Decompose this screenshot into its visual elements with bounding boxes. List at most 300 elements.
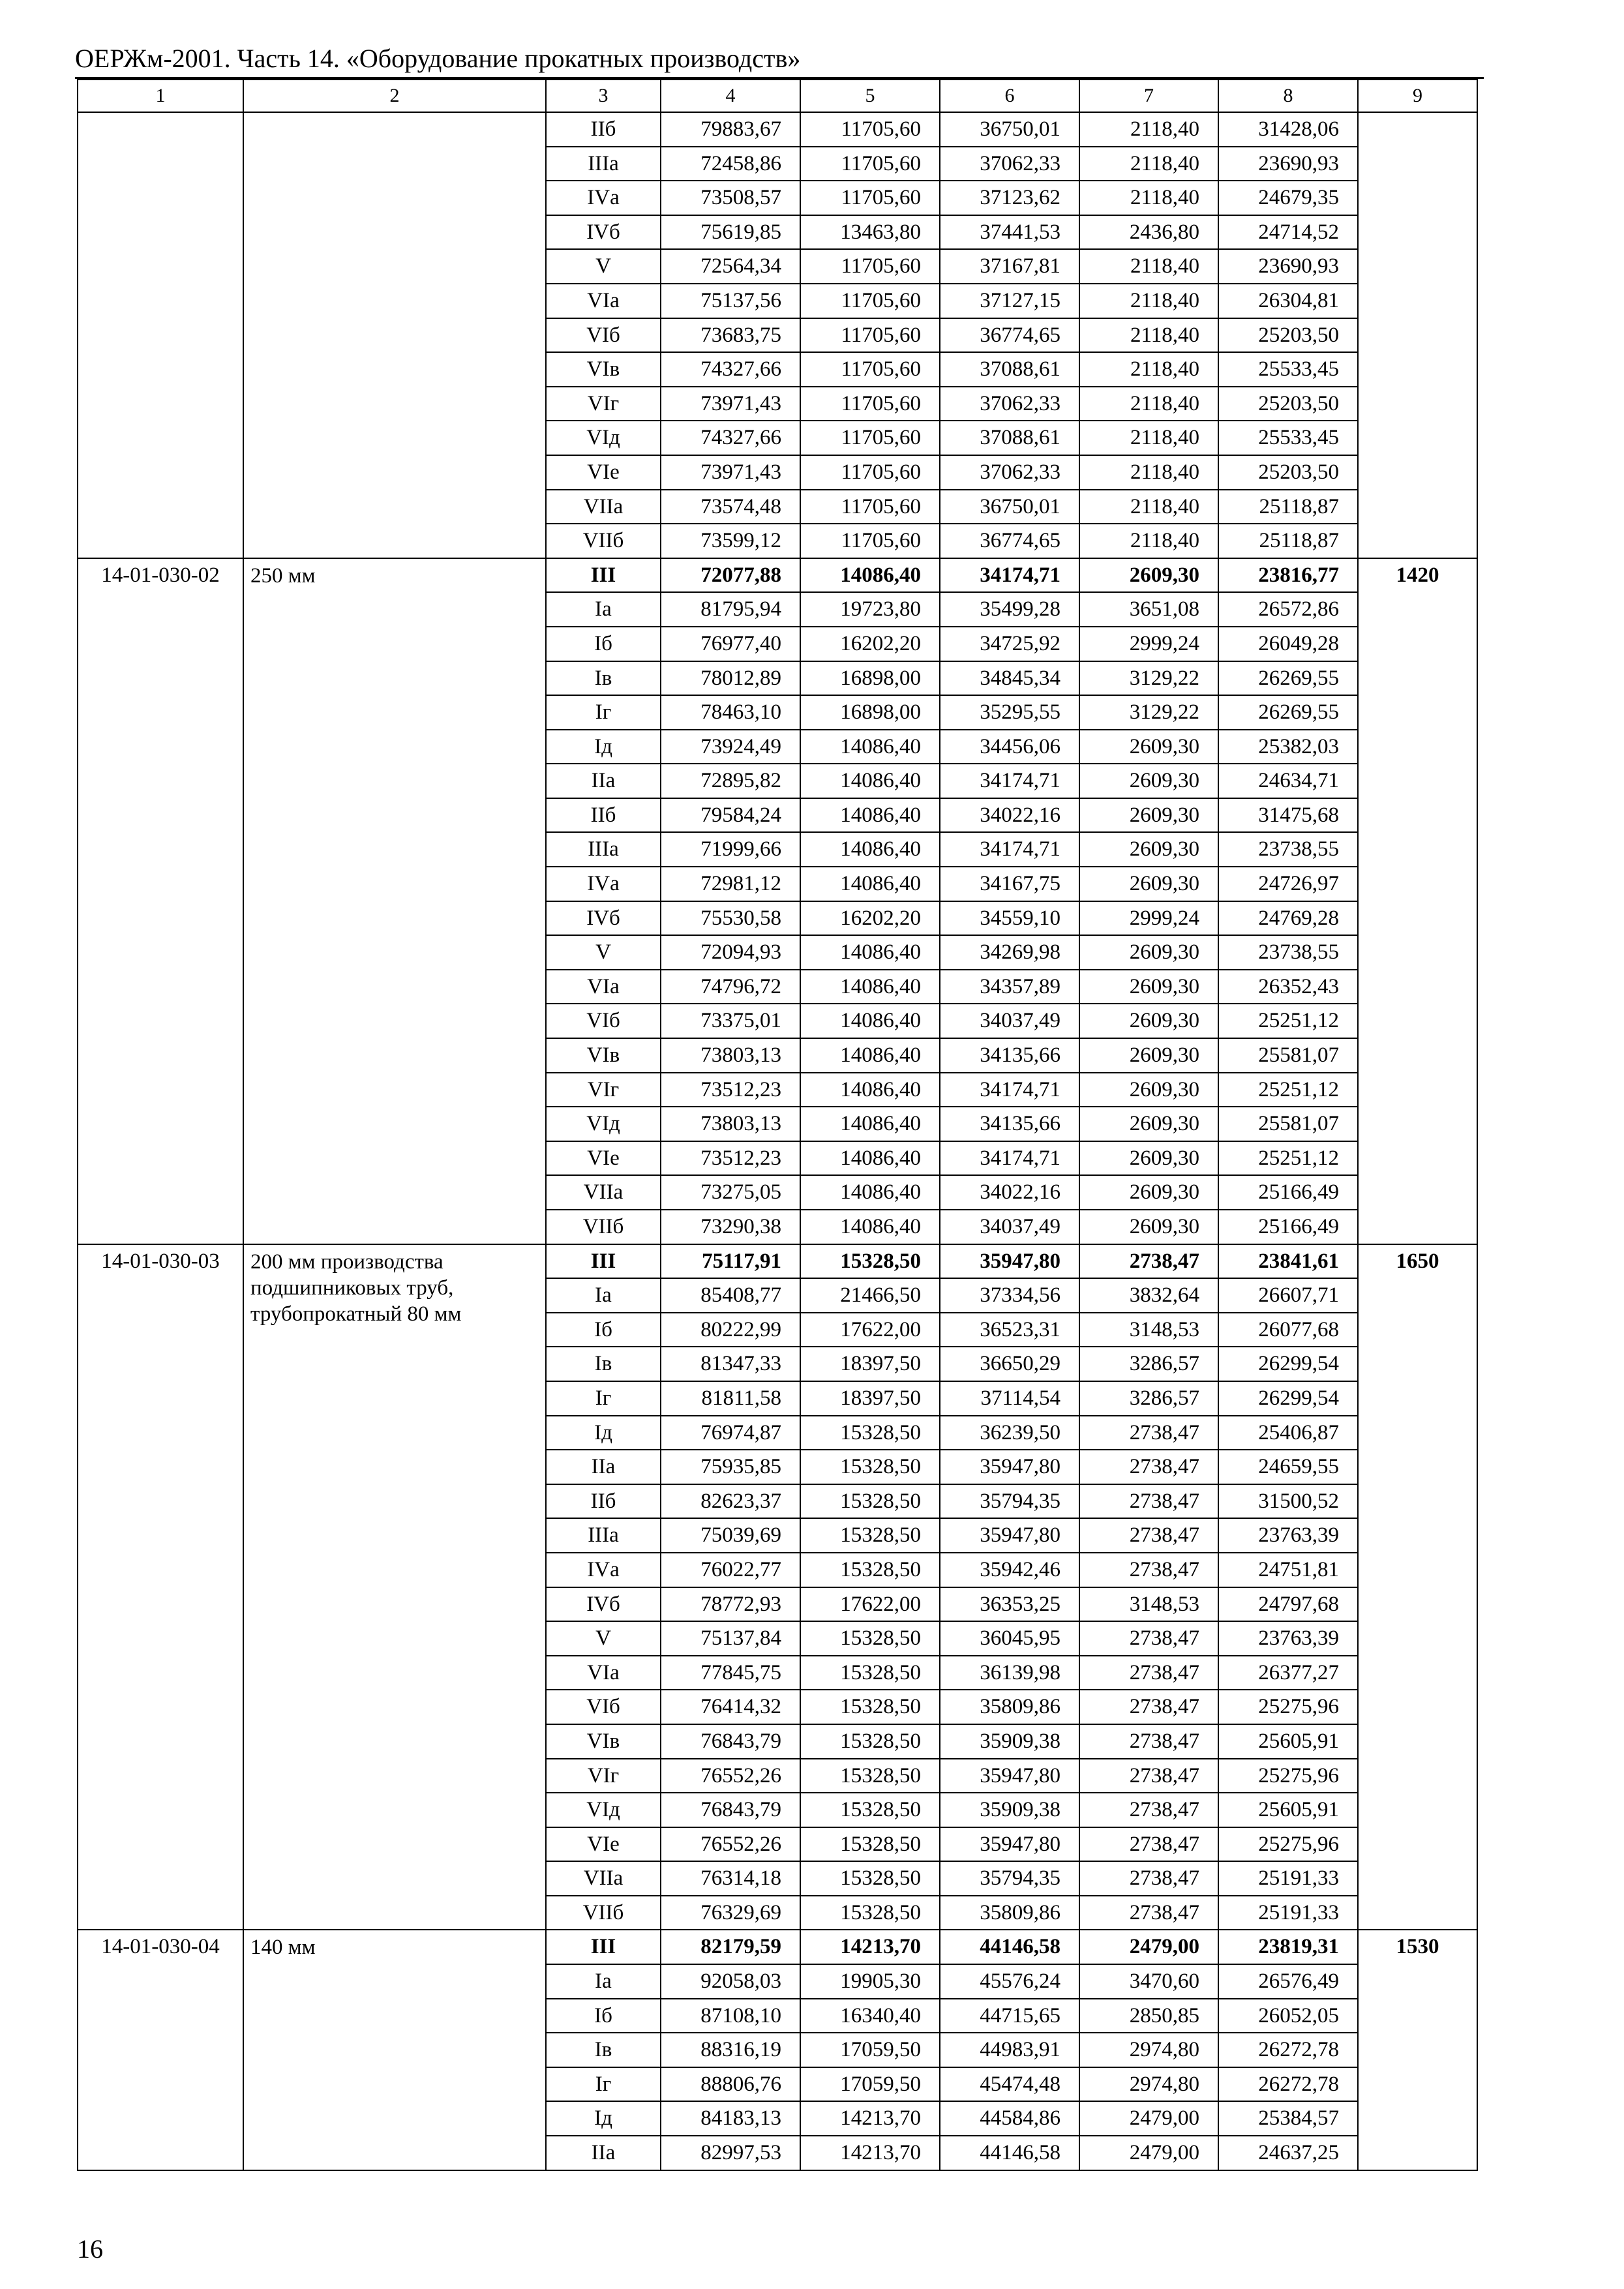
value-cell: 2738,47 [1079, 1244, 1218, 1279]
value-cell: 2118,40 [1079, 147, 1218, 181]
table-body [78, 80, 1477, 2170]
value-cell: 75137,84 [661, 1621, 800, 1656]
value-cell: 88316,19 [661, 2033, 800, 2067]
column-header: 9 [1358, 80, 1477, 112]
value-cell: 2609,30 [1079, 764, 1218, 798]
value-cell: 31428,06 [1218, 112, 1358, 147]
value-cell: 3129,22 [1079, 661, 1218, 696]
value-cell: 2609,30 [1079, 1175, 1218, 1210]
value-cell: 15328,50 [800, 1621, 940, 1656]
value-cell: 34022,16 [940, 1175, 1079, 1210]
item-code-cell: 14-01-030-03 [78, 1244, 243, 1930]
value-cell: 26377,27 [1218, 1656, 1358, 1690]
value-cell: 15328,50 [800, 1759, 940, 1793]
value-cell: 76329,69 [661, 1896, 800, 1930]
zone-cell: Iд [546, 730, 661, 764]
value-cell: 34174,71 [940, 1073, 1079, 1107]
value-cell: 75530,58 [661, 901, 800, 936]
value-cell: 23841,61 [1218, 1244, 1358, 1279]
value-cell: 79584,24 [661, 798, 800, 833]
zone-cell: VIа [546, 970, 661, 1004]
value-cell: 2118,40 [1079, 181, 1218, 215]
table-row [78, 112, 1477, 147]
zone-cell: VIд [546, 1107, 661, 1141]
zone-cell: VIд [546, 1793, 661, 1827]
value-cell: 75039,69 [661, 1518, 800, 1553]
value-cell: 84183,13 [661, 2101, 800, 2136]
value-cell: 2738,47 [1079, 1861, 1218, 1896]
zone-cell: VIе [546, 455, 661, 490]
value-cell: 45576,24 [940, 1964, 1079, 1999]
value-cell: 2738,47 [1079, 1553, 1218, 1587]
value-cell: 73375,01 [661, 1004, 800, 1038]
value-cell: 73971,43 [661, 455, 800, 490]
value-cell: 23819,31 [1218, 1930, 1358, 1964]
value-cell: 85408,77 [661, 1278, 800, 1313]
value-cell: 15328,50 [800, 1244, 940, 1279]
value-cell: 16898,00 [800, 661, 940, 696]
value-cell: 11705,60 [800, 284, 940, 318]
value-cell: 2118,40 [1079, 490, 1218, 524]
value-cell: 35947,80 [940, 1450, 1079, 1484]
zone-cell: Iв [546, 1347, 661, 1381]
value-cell: 44146,58 [940, 2136, 1079, 2170]
value-cell: 2609,30 [1079, 1141, 1218, 1176]
value-cell: 36523,31 [940, 1313, 1079, 1347]
value-cell: 14213,70 [800, 2101, 940, 2136]
value-cell: 76843,79 [661, 1793, 800, 1827]
value-cell: 11705,60 [800, 147, 940, 181]
value-cell: 34037,49 [940, 1210, 1079, 1244]
value-cell: 25251,12 [1218, 1004, 1358, 1038]
value-cell: 44983,91 [940, 2033, 1079, 2067]
value-cell: 25203,50 [1218, 318, 1358, 353]
value-cell: 73924,49 [661, 730, 800, 764]
col9-cell: 1420 [1358, 558, 1477, 1244]
value-cell: 36750,01 [940, 490, 1079, 524]
value-cell: 2738,47 [1079, 1518, 1218, 1553]
value-cell: 25191,33 [1218, 1861, 1358, 1896]
value-cell: 35499,28 [940, 592, 1079, 627]
value-cell: 76314,18 [661, 1861, 800, 1896]
value-cell: 75117,91 [661, 1244, 800, 1279]
value-cell: 11705,60 [800, 318, 940, 353]
value-cell: 2738,47 [1079, 1450, 1218, 1484]
value-cell: 2738,47 [1079, 1690, 1218, 1724]
value-cell: 25406,87 [1218, 1416, 1358, 1450]
value-cell: 75137,56 [661, 284, 800, 318]
value-cell: 14086,40 [800, 1038, 940, 1073]
value-cell: 80222,99 [661, 1313, 800, 1347]
value-cell: 23738,55 [1218, 832, 1358, 867]
value-cell: 25203,50 [1218, 455, 1358, 490]
value-cell: 2609,30 [1079, 1107, 1218, 1141]
zone-cell: IIIа [546, 832, 661, 867]
value-cell: 35794,35 [940, 1861, 1079, 1896]
value-cell: 2609,30 [1079, 730, 1218, 764]
zone-cell: VIа [546, 1656, 661, 1690]
value-cell: 14086,40 [800, 1141, 940, 1176]
value-cell: 11705,60 [800, 421, 940, 455]
value-cell: 34167,75 [940, 867, 1079, 901]
table-row [78, 558, 1477, 593]
value-cell: 37088,61 [940, 352, 1079, 387]
value-cell: 78012,89 [661, 661, 800, 696]
value-cell: 14086,40 [800, 1107, 940, 1141]
value-cell: 2118,40 [1079, 112, 1218, 147]
value-cell: 34357,89 [940, 970, 1079, 1004]
column-header: 4 [661, 80, 800, 112]
zone-cell: IVб [546, 1587, 661, 1622]
value-cell: 25605,91 [1218, 1724, 1358, 1759]
value-cell: 15328,50 [800, 1518, 940, 1553]
value-cell: 34174,71 [940, 764, 1079, 798]
value-cell: 25533,45 [1218, 352, 1358, 387]
value-cell: 14086,40 [800, 832, 940, 867]
value-cell: 36139,98 [940, 1656, 1079, 1690]
value-cell: 88806,76 [661, 2067, 800, 2102]
value-cell: 11705,60 [800, 112, 940, 147]
value-cell: 2738,47 [1079, 1827, 1218, 1862]
value-cell: 36045,95 [940, 1621, 1079, 1656]
value-cell: 37062,33 [940, 387, 1079, 421]
value-cell: 24637,25 [1218, 2136, 1358, 2170]
zone-cell: VIв [546, 1724, 661, 1759]
column-header: 1 [78, 80, 243, 112]
value-cell: 26299,54 [1218, 1347, 1358, 1381]
value-cell: 81795,94 [661, 592, 800, 627]
value-cell: 2974,80 [1079, 2067, 1218, 2102]
value-cell: 26572,86 [1218, 592, 1358, 627]
value-cell: 2974,80 [1079, 2033, 1218, 2067]
zone-cell: III [546, 558, 661, 593]
value-cell: 2738,47 [1079, 1724, 1218, 1759]
zone-cell: VIе [546, 1827, 661, 1862]
value-cell: 24797,68 [1218, 1587, 1358, 1622]
value-cell: 15328,50 [800, 1416, 940, 1450]
value-cell: 2118,40 [1079, 284, 1218, 318]
value-cell: 36353,25 [940, 1587, 1079, 1622]
value-cell: 2118,40 [1079, 249, 1218, 284]
value-cell: 37088,61 [940, 421, 1079, 455]
value-cell: 31475,68 [1218, 798, 1358, 833]
value-cell: 2738,47 [1079, 1621, 1218, 1656]
value-cell: 11705,60 [800, 490, 940, 524]
column-header: 6 [940, 80, 1079, 112]
value-cell: 37123,62 [940, 181, 1079, 215]
value-cell: 26272,78 [1218, 2067, 1358, 2102]
value-cell: 34135,66 [940, 1038, 1079, 1073]
col9-cell: 1650 [1358, 1244, 1477, 1930]
value-cell: 2609,30 [1079, 1210, 1218, 1244]
item-code-cell: 14-01-030-04 [78, 1930, 243, 2170]
value-cell: 73574,48 [661, 490, 800, 524]
value-cell: 26304,81 [1218, 284, 1358, 318]
value-cell: 25275,96 [1218, 1827, 1358, 1862]
value-cell: 3129,22 [1079, 695, 1218, 730]
value-cell: 3651,08 [1079, 592, 1218, 627]
value-cell: 2479,00 [1079, 1930, 1218, 1964]
value-cell: 76552,26 [661, 1759, 800, 1793]
zone-cell: IIб [546, 112, 661, 147]
value-cell: 44146,58 [940, 1930, 1079, 1964]
value-cell: 14086,40 [800, 1004, 940, 1038]
value-cell: 17622,00 [800, 1587, 940, 1622]
value-cell: 15328,50 [800, 1724, 940, 1759]
column-header: 3 [546, 80, 661, 112]
value-cell: 37062,33 [940, 147, 1079, 181]
table-row [78, 1244, 1477, 1279]
value-cell: 44715,65 [940, 1999, 1079, 2033]
value-cell: 14086,40 [800, 1073, 940, 1107]
value-cell: 2118,40 [1079, 524, 1218, 558]
value-cell: 2999,24 [1079, 901, 1218, 936]
value-cell: 2609,30 [1079, 867, 1218, 901]
value-cell: 25166,49 [1218, 1210, 1358, 1244]
zone-cell: IVб [546, 215, 661, 250]
value-cell: 23763,39 [1218, 1518, 1358, 1553]
value-cell: 26607,71 [1218, 1278, 1358, 1313]
value-cell: 74327,66 [661, 421, 800, 455]
value-cell: 2609,30 [1079, 558, 1218, 593]
value-cell: 35295,55 [940, 695, 1079, 730]
zone-cell: VIIб [546, 1210, 661, 1244]
value-cell: 15328,50 [800, 1827, 940, 1862]
value-cell: 34559,10 [940, 901, 1079, 936]
column-header: 7 [1079, 80, 1218, 112]
value-cell: 25118,87 [1218, 524, 1358, 558]
value-cell: 37127,15 [940, 284, 1079, 318]
value-cell: 25118,87 [1218, 490, 1358, 524]
zone-cell: Iб [546, 1313, 661, 1347]
value-cell: 14086,40 [800, 730, 940, 764]
value-cell: 37114,54 [940, 1381, 1079, 1416]
value-cell: 15328,50 [800, 1553, 940, 1587]
value-cell: 19905,30 [800, 1964, 940, 1999]
value-cell: 34174,71 [940, 558, 1079, 593]
value-cell: 24714,52 [1218, 215, 1358, 250]
value-cell: 2850,85 [1079, 1999, 1218, 2033]
value-cell: 16202,20 [800, 901, 940, 936]
value-cell: 2609,30 [1079, 798, 1218, 833]
zone-cell: III [546, 1244, 661, 1279]
value-cell: 71999,66 [661, 832, 800, 867]
value-cell: 2609,30 [1079, 1038, 1218, 1073]
value-cell: 2738,47 [1079, 1896, 1218, 1930]
value-cell: 2118,40 [1079, 318, 1218, 353]
value-cell: 18397,50 [800, 1381, 940, 1416]
value-cell: 77845,75 [661, 1656, 800, 1690]
value-cell: 14086,40 [800, 798, 940, 833]
price-table [77, 79, 1478, 2171]
value-cell: 87108,10 [661, 1999, 800, 2033]
value-cell: 15328,50 [800, 1450, 940, 1484]
value-cell: 35809,86 [940, 1690, 1079, 1724]
zone-cell: IIб [546, 1484, 661, 1519]
value-cell: 23763,39 [1218, 1621, 1358, 1656]
value-cell: 37167,81 [940, 249, 1079, 284]
value-cell: 11705,60 [800, 352, 940, 387]
value-cell: 72564,34 [661, 249, 800, 284]
value-cell: 35947,80 [940, 1827, 1079, 1862]
zone-cell: IVа [546, 1553, 661, 1587]
value-cell: 73803,13 [661, 1038, 800, 1073]
value-cell: 76977,40 [661, 627, 800, 661]
value-cell: 2738,47 [1079, 1656, 1218, 1690]
col9-cell: 1530 [1358, 1930, 1477, 2170]
value-cell: 76843,79 [661, 1724, 800, 1759]
zone-cell: VIг [546, 1759, 661, 1793]
value-cell: 2436,80 [1079, 215, 1218, 250]
value-cell: 34022,16 [940, 798, 1079, 833]
value-cell: 15328,50 [800, 1656, 940, 1690]
zone-cell: Iа [546, 1278, 661, 1313]
value-cell: 24769,28 [1218, 901, 1358, 936]
value-cell: 34456,06 [940, 730, 1079, 764]
value-cell: 34135,66 [940, 1107, 1079, 1141]
value-cell: 73599,12 [661, 524, 800, 558]
value-cell: 35942,46 [940, 1553, 1079, 1587]
zone-cell: Iа [546, 1964, 661, 1999]
value-cell: 73683,75 [661, 318, 800, 353]
value-cell: 35947,80 [940, 1518, 1079, 1553]
zone-cell: V [546, 1621, 661, 1656]
value-cell: 34174,71 [940, 1141, 1079, 1176]
zone-cell: VIг [546, 1073, 661, 1107]
value-cell: 73275,05 [661, 1175, 800, 1210]
value-cell: 74796,72 [661, 970, 800, 1004]
value-cell: 25581,07 [1218, 1038, 1358, 1073]
value-cell: 34725,92 [940, 627, 1079, 661]
value-cell: 26052,05 [1218, 1999, 1358, 2033]
value-cell: 14086,40 [800, 558, 940, 593]
value-cell: 81347,33 [661, 1347, 800, 1381]
item-name-cell: 200 мм производства подшипниковых труб, трубопрокатный 80 мм [243, 1244, 546, 1930]
value-cell: 25203,50 [1218, 387, 1358, 421]
value-cell: 92058,03 [661, 1964, 800, 1999]
value-cell: 14086,40 [800, 764, 940, 798]
value-cell: 25275,96 [1218, 1759, 1358, 1793]
zone-cell: IVа [546, 867, 661, 901]
value-cell: 31500,52 [1218, 1484, 1358, 1519]
value-cell: 14086,40 [800, 1175, 940, 1210]
value-cell: 37062,33 [940, 455, 1079, 490]
value-cell: 35909,38 [940, 1724, 1079, 1759]
value-cell: 17059,50 [800, 2033, 940, 2067]
zone-cell: V [546, 249, 661, 284]
zone-cell: VIIа [546, 1861, 661, 1896]
value-cell: 16202,20 [800, 627, 940, 661]
zone-cell: Iб [546, 627, 661, 661]
value-cell: 81811,58 [661, 1381, 800, 1416]
value-cell: 2118,40 [1079, 421, 1218, 455]
value-cell: 2479,00 [1079, 2136, 1218, 2170]
value-cell: 73508,57 [661, 181, 800, 215]
value-cell: 3286,57 [1079, 1347, 1218, 1381]
value-cell: 26049,28 [1218, 627, 1358, 661]
value-cell: 19723,80 [800, 592, 940, 627]
value-cell: 35794,35 [940, 1484, 1079, 1519]
value-cell: 3148,53 [1079, 1587, 1218, 1622]
col9-cell [1358, 112, 1477, 558]
value-cell: 15328,50 [800, 1484, 940, 1519]
zone-cell: IIа [546, 2136, 661, 2170]
zone-cell: VIIб [546, 524, 661, 558]
value-cell: 2479,00 [1079, 2101, 1218, 2136]
zone-cell: VIе [546, 1141, 661, 1176]
item-code-cell: 14-01-030-02 [78, 558, 243, 1244]
value-cell: 74327,66 [661, 352, 800, 387]
value-cell: 2609,30 [1079, 1004, 1218, 1038]
value-cell: 2738,47 [1079, 1416, 1218, 1450]
zone-cell: IIIа [546, 1518, 661, 1553]
value-cell: 25166,49 [1218, 1175, 1358, 1210]
value-cell: 37334,56 [940, 1278, 1079, 1313]
value-cell: 76022,77 [661, 1553, 800, 1587]
value-cell: 35909,38 [940, 1793, 1079, 1827]
value-cell: 26576,49 [1218, 1964, 1358, 1999]
value-cell: 73803,13 [661, 1107, 800, 1141]
table-row [78, 1930, 1477, 1964]
value-cell: 2118,40 [1079, 387, 1218, 421]
zone-cell: Iб [546, 1999, 661, 2033]
value-cell: 25251,12 [1218, 1141, 1358, 1176]
value-cell: 24726,97 [1218, 867, 1358, 901]
value-cell: 25251,12 [1218, 1073, 1358, 1107]
value-cell: 25191,33 [1218, 1896, 1358, 1930]
column-header: 5 [800, 80, 940, 112]
page-header: ОЕРЖм-2001. Часть 14. «Оборудование прокатных производств» [75, 40, 1484, 79]
value-cell: 2609,30 [1079, 832, 1218, 867]
value-cell: 35947,80 [940, 1759, 1079, 1793]
value-cell: 72895,82 [661, 764, 800, 798]
zone-cell: VIа [546, 284, 661, 318]
value-cell: 34037,49 [940, 1004, 1079, 1038]
zone-cell: IIб [546, 798, 661, 833]
value-cell: 73971,43 [661, 387, 800, 421]
zone-cell: Iг [546, 1381, 661, 1416]
value-cell: 34174,71 [940, 832, 1079, 867]
zone-cell: Iв [546, 661, 661, 696]
value-cell: 34269,98 [940, 935, 1079, 970]
value-cell: 36774,65 [940, 318, 1079, 353]
zone-cell: VIб [546, 1690, 661, 1724]
value-cell: 82997,53 [661, 2136, 800, 2170]
zone-cell: IIIа [546, 147, 661, 181]
value-cell: 2999,24 [1079, 627, 1218, 661]
value-cell: 15328,50 [800, 1896, 940, 1930]
zone-cell: IIа [546, 1450, 661, 1484]
value-cell: 14086,40 [800, 867, 940, 901]
value-cell: 35947,80 [940, 1244, 1079, 1279]
item-code-cell [78, 112, 243, 558]
value-cell: 3286,57 [1079, 1381, 1218, 1416]
value-cell: 23816,77 [1218, 558, 1358, 593]
value-cell: 11705,60 [800, 387, 940, 421]
page-number: 16 [77, 2234, 103, 2264]
value-cell: 11705,60 [800, 524, 940, 558]
value-cell: 17622,00 [800, 1313, 940, 1347]
zone-cell: Iа [546, 592, 661, 627]
zone-cell: IVа [546, 181, 661, 215]
value-cell: 2118,40 [1079, 352, 1218, 387]
value-cell: 23690,93 [1218, 147, 1358, 181]
value-cell: 16340,40 [800, 1999, 940, 2033]
value-cell: 2118,40 [1079, 455, 1218, 490]
value-cell: 72077,88 [661, 558, 800, 593]
value-cell: 2738,47 [1079, 1759, 1218, 1793]
value-cell: 45474,48 [940, 2067, 1079, 2102]
